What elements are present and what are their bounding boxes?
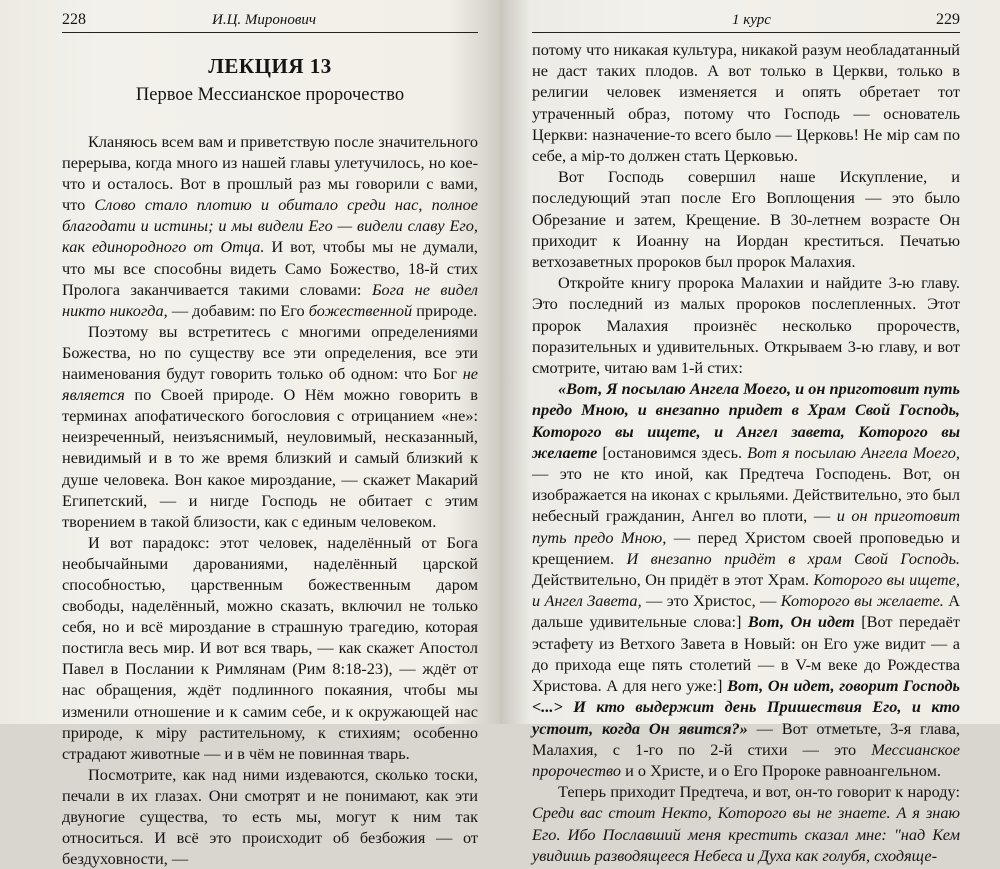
lecture-title: ЛЕКЦИЯ 13 — [208, 54, 332, 78]
course-running-head: 1 курс — [732, 12, 771, 28]
right-text-block — [532, 39, 960, 866]
paragraph: потому что никакая культура, никакой разум необладатанный не даст таких плодов. А вот только в Церкви, только в религии человек изменяется и опять обретает тот утраченный образ, потому что Господь — основатель Церкви: назначение-то всего было — Церковь! Не мір сам по себе, а мір-то должен стать Церковью. — [532, 40, 960, 166]
right-running-head — [532, 10, 960, 33]
lecture-subtitle: Первое Мессианское пророчество — [135, 85, 405, 105]
page-number: 229 — [936, 11, 960, 28]
paragraph: Поэтому вы встретитесь с многими определениями Божества, но по существу все эти определения, все эти наименования будут говорить только об одном: что Бог не является по Своей природе. О Нём можно говорить в терминах апофатического богословия с отрицанием «не»: неизреченный, неизъяснимый, неуловимый, несказанный, невидимый и в то же время близкий и самый близкий к душе человека. Вон какое мироздание, — скажет Макарий Египетский, — и нигде Господь не обитает с этим творением в такой близости, как с единым человеком. — [62, 321, 478, 531]
right-page — [500, 0, 1000, 865]
paragraph: Теперь приходит Предтеча, и вот, он-то говорит к народу: Среди вас стоит Некто, Которого вы не знаете. А я знаю Его. Ибо Пославший меня крестить сказал мне: "над Кем увидишь разводящееся Небеса и Духа как голубя, сходяще- — [532, 782, 960, 865]
left-running-head — [62, 10, 478, 33]
paragraph: Вот Господь совершил наше Искупление, и последующий этап после Его Воплощения — это было Обрезание и затем, Крещение. В 30-летнем возрасте Он приходит к Иоанну на Иордан креститься. Печатью ветхозаветных пророков был пророк Малахия. — [532, 167, 960, 272]
paragraph: Откройте книгу пророка Малахии и найдите 3-ю главу. Это последний из малых пророков послепленных. Этот пророк Малахия произнёс несколько пророчеств, поразительных и удивительных. Открываем 3-ю главу, и вот смотрите, читаю вам 1-й стих: — [532, 273, 960, 378]
page-number: 228 — [62, 11, 86, 28]
author-running-head: И.Ц. Миронович — [212, 12, 317, 28]
paragraph: Посмотрите, как над ними издеваются, сколько тоски, печали в их глазах. Они смотрят и не понимают, как эти двуногие существа, то есть мы, могут к ним так относиться. И всё это происходит об безбожия — от бездуховности, — — [62, 764, 478, 869]
paragraph: Кланяюсь всем вам и приветствую после значительного перерыва, когда много из нашей главы улетучилось, но кое-что и осталось. Вот в прошлый раз мы говорили с вами, что Слово стало плотию и обитало среди нас, полное благодати и истины; и мы видели Его — видели славу Его, как единородного от Отца. И вот, чтобы мы не думали, что мы все способны видеть Само Божество, 18-й стих Пролога заканчивается такими словами: Бога не видел никто никогда, — добавим: по Его божественной природе. — [62, 132, 478, 320]
paragraph: И вот парадокс: этот человек, наделённый от Бога необычайными дарованиями, наделённый царской способностью, царственным божественным даром свободы, наделённый, можно сказать, включил не только себя, но и всё мироздание в страшную трагедию, которая постигла весь мир. И вот вся тварь, — как скажет Апостол Павел в Послании к Римлянам (Рим 8:18-23), — ждёт от нас обращения, ждёт подлинного покаяния, чтобы мы изменили отношение и к самим себе, и к окружающей нас природе, к міру растительному, к стихиям; особенно страдают животные — и в чём не повинная тварь. — [62, 532, 478, 763]
paragraph: «Вот, Я посылаю Ангела Моего, и он приготовит путь предо Мною, и внезапно придет в Храм Свой Господь, Которого вы ищете, и Ангел завета, Которого вы желаете [остановимся здесь. Вот я посылаю Ангела Моего, — это не кто иной, как Предтеча Господень. Вот, он изображается на иконах с крыльями. Действительно, это был небесный гражданин, Ангел во плоти, — и он приготовит путь предо Мною, — перед Христом своей проповедью и крещением. И внезапно придёт в храм Свой Господь. Действительно, Он придёт в этот Храм. Которого вы ищете, и Ангел Завета, — это Христос, — Которого вы желаете. А дальше удивительные слова:] Вот, Он идет [Вот передаёт эстафету из Ветхого Завета в Новый: он Его уже видит — а до прихода еще пять столетий — в V-м веке до Рождества Христова. А для него уже:] Вот, Он идет, говорит Господь <...> И кто выдержит день Пришествия Его, и кто устоит, когда Он явится?» — Вот отметьте, 3-я глава, Малахия, с 1-го по 2-й стихи — это Мессианское пророчество и о Христе, и о Его Пророке равноангельном. — [532, 379, 961, 780]
